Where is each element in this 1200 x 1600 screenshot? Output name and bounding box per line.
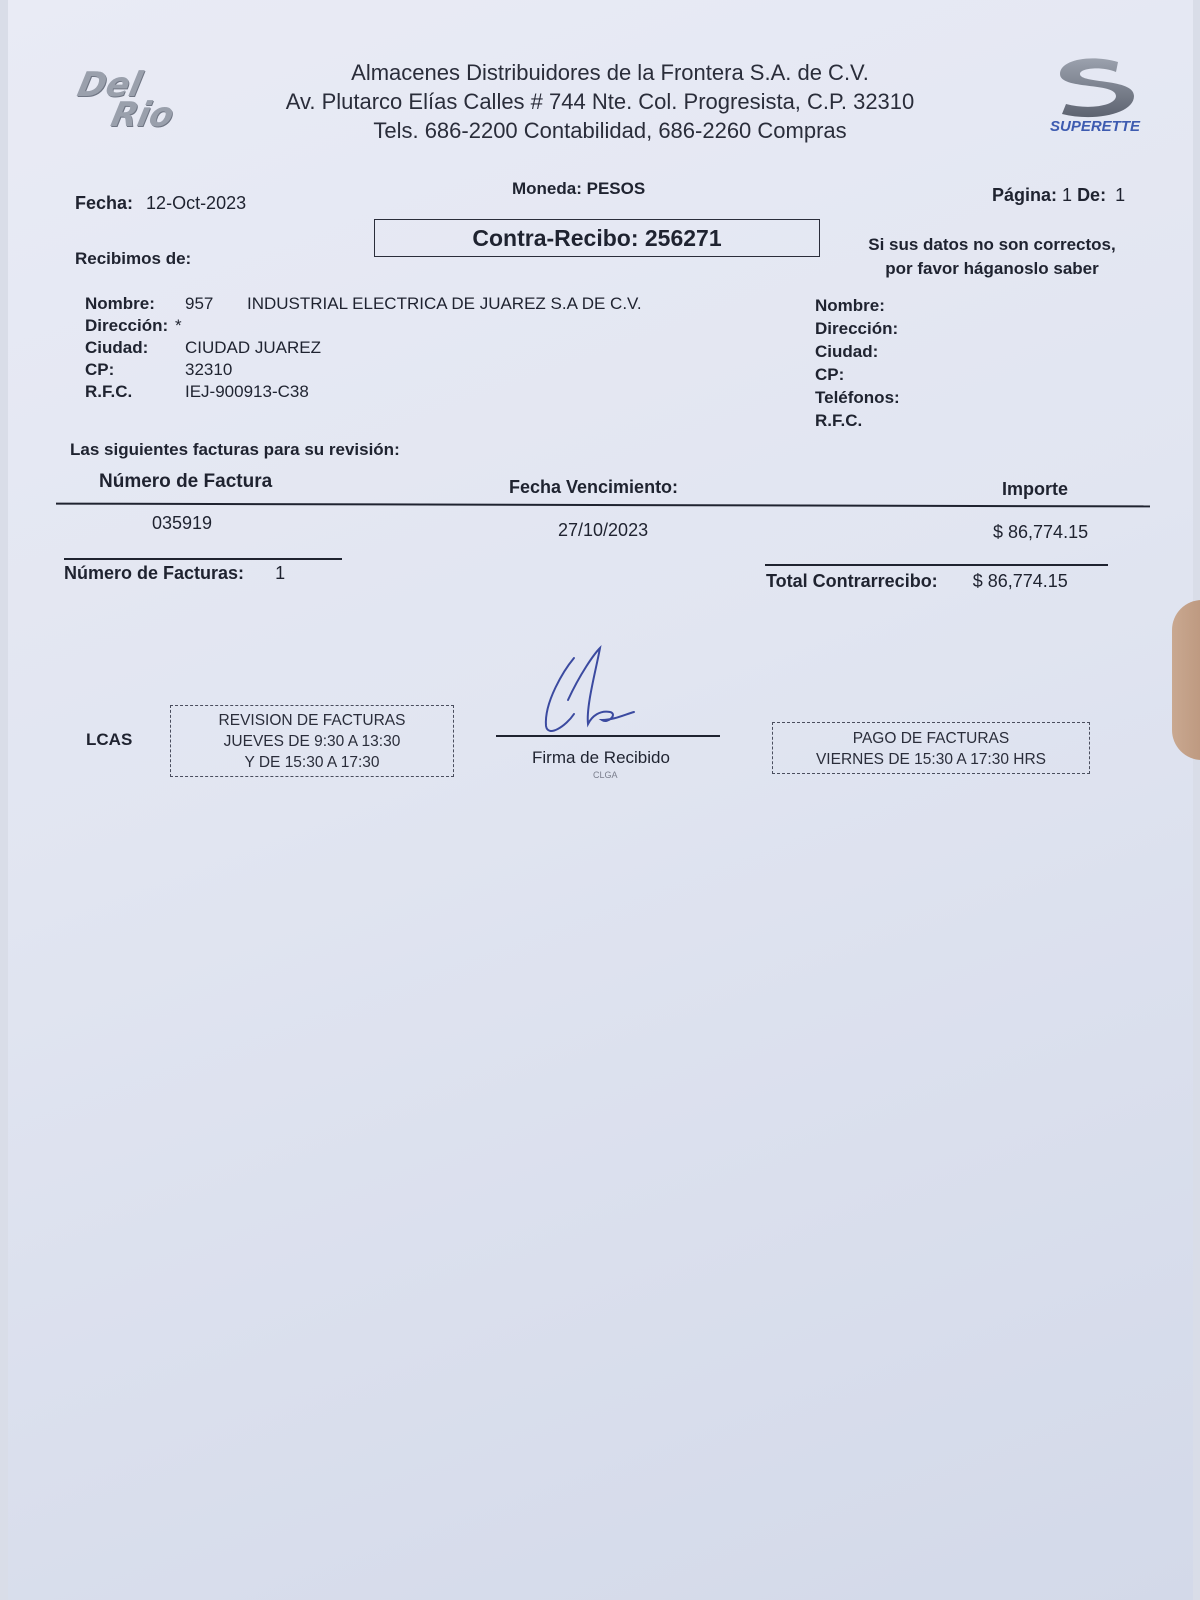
total-rule — [765, 564, 1108, 566]
logo-left-line1: Del — [74, 65, 146, 105]
supplier-rfc-value: IEJ-900913-C38 — [185, 382, 309, 401]
supplier-direccion-row — [85, 315, 725, 337]
supplier-nombre-row — [85, 293, 725, 315]
count-rule — [64, 558, 342, 560]
invoice-count-label: Número de Facturas: — [64, 563, 245, 583]
del-rio-logo — [67, 65, 222, 140]
supplier-rfc-row — [85, 381, 725, 403]
superette-brand: SUPERETTE — [1049, 118, 1140, 135]
col-header-vencimiento: Fecha Vencimiento: — [509, 477, 679, 497]
fecha-field — [75, 193, 246, 214]
correction-telefonos: Teléfonos: — [815, 388, 900, 407]
supplier-cp-value: 32310 — [185, 360, 233, 379]
invoice-vencimiento: 27/10/2023 — [558, 520, 649, 540]
moneda-label: Moneda: — [512, 179, 582, 198]
total-label: Total Contrarrecibo: — [766, 571, 938, 591]
logo-left-line2: Rio — [107, 95, 178, 135]
revision-line1: REVISION DE FACTURAS — [218, 712, 406, 729]
company-address: Av. Plutarco Elías Calles # 744 Nte. Col. Progresista, C.P. 32310 — [285, 89, 915, 114]
handwritten-signature — [530, 640, 650, 740]
supplier-block — [85, 293, 725, 403]
supplier-cp-row — [85, 359, 725, 381]
invoice-count — [64, 563, 285, 584]
superette-logo — [1030, 52, 1160, 142]
col-header-numero: Número de Factura — [99, 471, 273, 492]
invoice-count-value: 1 — [275, 563, 286, 583]
moneda-value: PESOS — [586, 179, 646, 198]
notice-line2: por favor háganoslo saber — [885, 259, 1099, 278]
invoices-intro: Las siguientes facturas para su revisión: — [70, 440, 400, 459]
company-phones: Tels. 686-2200 Contabilidad, 686-2260 Compras — [373, 118, 847, 143]
pago-line2: VIERNES DE 15:30 A 17:30 HRS — [815, 751, 1047, 768]
correction-cp: CP: — [815, 365, 845, 384]
supplier-ciudad-label: Ciudad: — [85, 338, 149, 357]
revision-line3: Y DE 15:30 A 17:30 — [244, 754, 380, 771]
total-contrarrecibo — [766, 571, 1068, 592]
correction-notice — [832, 233, 1152, 281]
correction-ciudad: Ciudad: — [815, 342, 879, 361]
fecha-label: Fecha: — [75, 193, 134, 213]
pago-line1: PAGO DE FACTURAS — [852, 730, 1010, 747]
revision-schedule — [170, 705, 454, 777]
hand-holding-paper — [1172, 600, 1200, 760]
notice-line1: Si sus datos no son correctos, — [868, 235, 1116, 254]
correction-direccion: Dirección: — [815, 319, 899, 338]
pagina-value: 1 — [1062, 185, 1073, 205]
supplier-id: 957 — [185, 294, 214, 313]
supplier-rfc-label: R.F.C. — [85, 382, 133, 401]
de-label: De: — [1077, 185, 1107, 205]
correction-rfc: R.F.C. — [815, 411, 863, 430]
supplier-cp-label: CP: — [85, 360, 115, 379]
invoice-importe: $ 86,774.15 — [993, 522, 1089, 542]
recibimos-label: Recibimos de: — [75, 249, 192, 268]
initials: LCAS — [86, 730, 133, 749]
company-header — [250, 58, 970, 145]
supplier-ciudad-value: CIUDAD JUAREZ — [185, 338, 322, 357]
de-value: 1 — [1115, 185, 1126, 205]
pagina-field — [992, 185, 1125, 206]
supplier-ciudad-row — [85, 337, 725, 359]
moneda-field — [512, 179, 645, 199]
correction-nombre: Nombre: — [815, 296, 885, 315]
supplier-direccion-label: Dirección: — [85, 316, 169, 335]
pago-schedule — [772, 722, 1090, 774]
contra-recibo-number: Contra-Recibo: 256271 — [374, 219, 820, 257]
signature-sub: CLGA — [593, 770, 618, 780]
superette-s-icon — [1030, 52, 1160, 120]
invoice-numero: 035919 — [152, 513, 213, 533]
supplier-name: INDUSTRIAL ELECTRICA DE JUAREZ S.A DE C.V. — [247, 294, 642, 313]
pagina-label: Página: — [992, 185, 1058, 205]
signature-line — [496, 735, 720, 737]
fecha-value: 12-Oct-2023 — [146, 193, 247, 213]
signature-label: Firma de Recibido — [532, 748, 670, 767]
company-name: Almacenes Distribuidores de la Frontera S.A. de C.V. — [351, 60, 869, 85]
total-value: $ 86,774.15 — [972, 571, 1068, 591]
supplier-direccion-value: * — [175, 316, 182, 335]
supplier-nombre-label: Nombre: — [85, 294, 155, 313]
revision-line2: JUEVES DE 9:30 A 13:30 — [223, 733, 401, 750]
col-header-importe: Importe — [1002, 479, 1069, 499]
correction-form — [815, 294, 1015, 432]
